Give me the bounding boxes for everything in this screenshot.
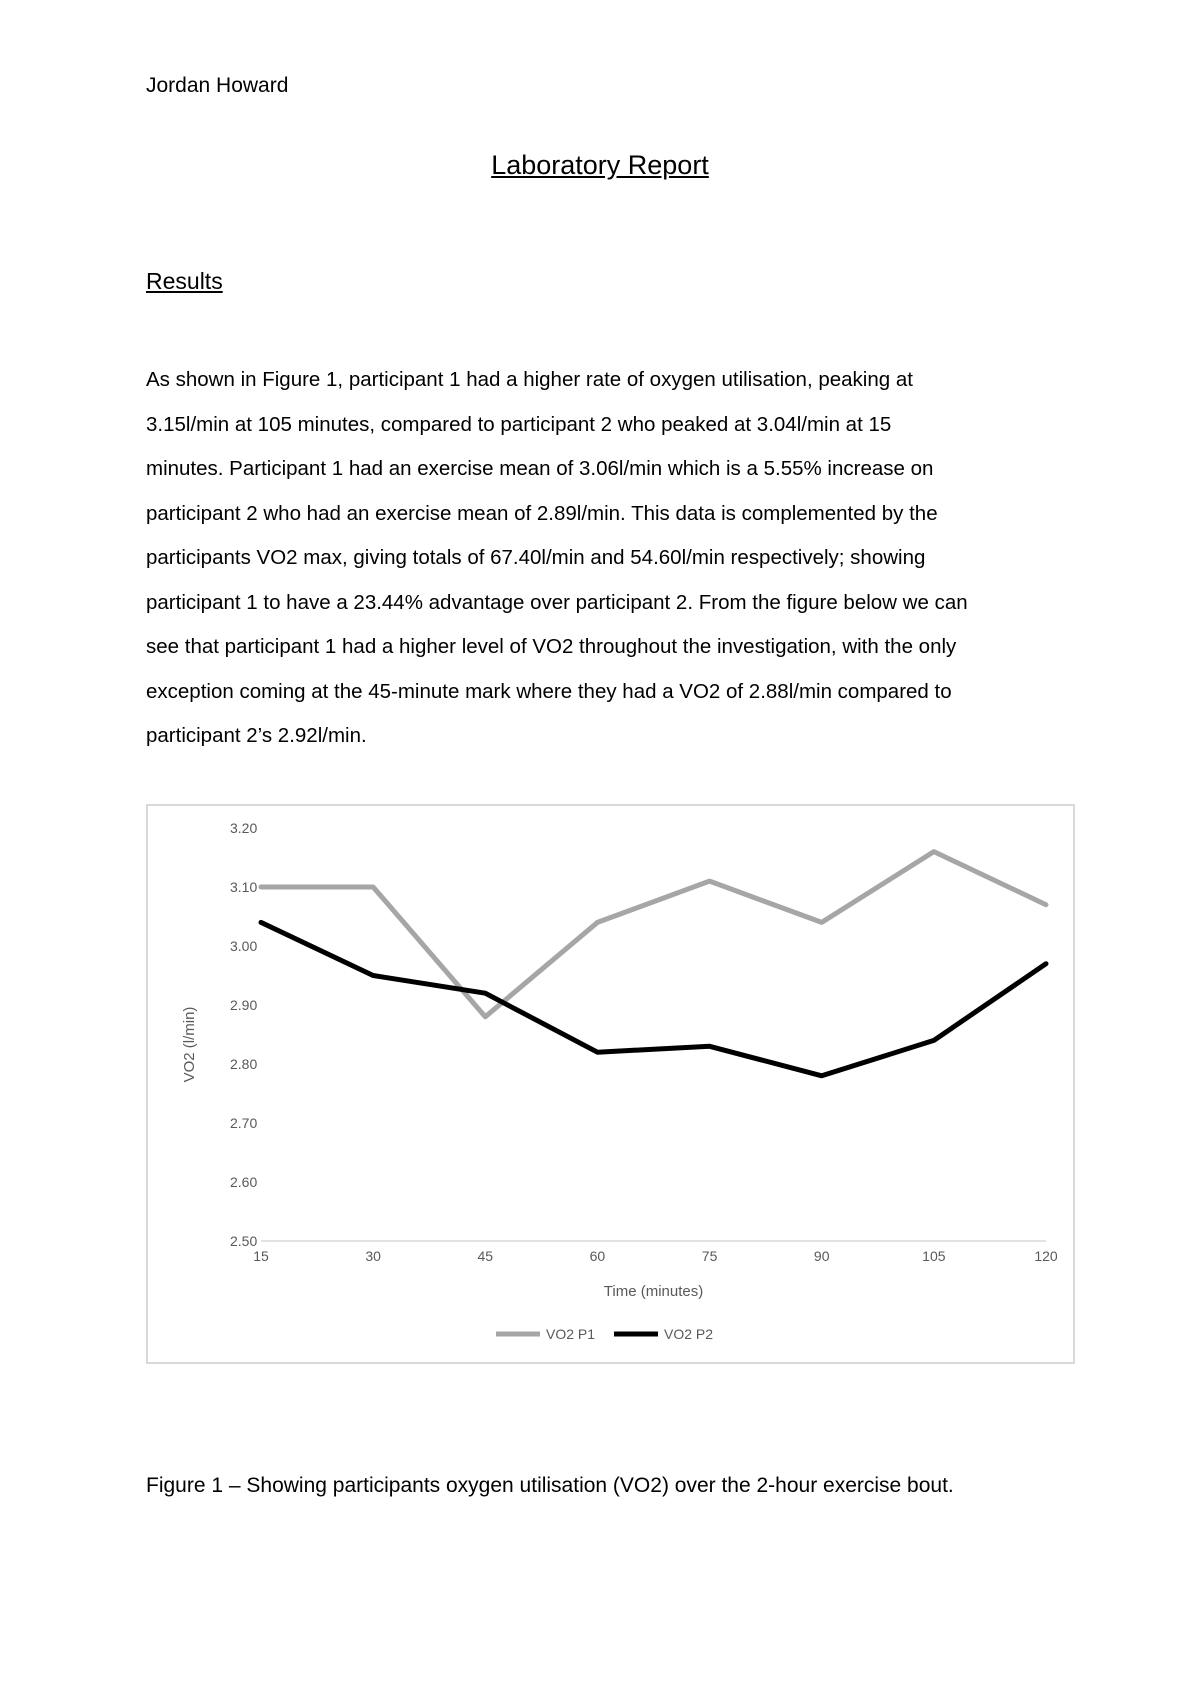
data-point-p2 bbox=[821, 1075, 822, 1076]
data-point-p1 bbox=[821, 922, 822, 923]
x-tick-label: 30 bbox=[365, 1248, 381, 1264]
data-point-p1 bbox=[597, 922, 598, 923]
y-axis-title: VO2 (l/min) bbox=[181, 1006, 198, 1083]
series-line-p2 bbox=[261, 922, 1046, 1075]
x-tick-label: 45 bbox=[477, 1248, 494, 1264]
x-tick-label: 120 bbox=[1034, 1248, 1058, 1264]
data-point-p2 bbox=[373, 975, 374, 976]
data-point-p1 bbox=[373, 887, 374, 888]
y-tick-label: 3.10 bbox=[230, 879, 258, 895]
legend-label-p2: VO2 P2 bbox=[664, 1326, 714, 1342]
y-tick-label: 2.50 bbox=[230, 1233, 258, 1249]
x-tick-label: 60 bbox=[589, 1248, 606, 1264]
paragraph-line: participant 1 to have a 23.44% advantage over participant 2. From the figure below we can bbox=[146, 590, 968, 614]
paragraph-line: see that participant 1 had a higher level of VO2 throughout the investigation, with the only bbox=[146, 635, 957, 658]
report-title: Laboratory Report bbox=[491, 150, 709, 180]
y-tick-label: 2.60 bbox=[230, 1174, 258, 1190]
x-axis-title: Time (minutes) bbox=[603, 1283, 704, 1300]
section-heading-results: Results bbox=[146, 268, 223, 294]
figure-caption: Figure 1 – Showing participants oxygen utilisation (VO2) over the 2-hour exercise bout. bbox=[146, 1474, 954, 1497]
author-name: Jordan Howard bbox=[146, 74, 289, 97]
data-point-p1 bbox=[261, 887, 262, 888]
data-point-p2 bbox=[709, 1046, 710, 1047]
y-tick-label: 3.20 bbox=[230, 820, 258, 836]
data-point-p2 bbox=[261, 922, 262, 923]
data-point-p1 bbox=[485, 1016, 486, 1017]
x-tick-label: 15 bbox=[253, 1248, 269, 1264]
data-point-p1 bbox=[709, 881, 710, 882]
data-point-p1 bbox=[1046, 904, 1047, 905]
paragraph-line: minutes. Participant 1 had an exercise mean of 3.06l/min which is a 5.55% increase on bbox=[146, 457, 934, 480]
y-tick-label: 2.80 bbox=[230, 1056, 258, 1072]
line-chart bbox=[148, 806, 1077, 1366]
paragraph-line: exception coming at the 45-minute mark where they had a VO2 of 2.88l/min compared to bbox=[146, 679, 952, 703]
y-tick-label: 2.90 bbox=[230, 997, 258, 1013]
legend-label-p1: VO2 P1 bbox=[546, 1326, 596, 1342]
figure-1-chart bbox=[146, 804, 1075, 1364]
x-tick-label: 90 bbox=[813, 1248, 830, 1264]
y-tick-label: 2.70 bbox=[230, 1115, 258, 1131]
paragraph-line: participants VO2 max, giving totals of 67.40l/min and 54.60l/min respectively; showing bbox=[146, 546, 926, 569]
data-point-p2 bbox=[485, 993, 486, 994]
paragraph-line: participant 2’s 2.92l/min. bbox=[146, 724, 367, 747]
paragraph-line: participant 2 who had an exercise mean of 2.89l/min. This data is complemented by the bbox=[146, 501, 938, 525]
results-paragraph bbox=[146, 358, 1066, 759]
x-tick-label: 75 bbox=[701, 1248, 718, 1264]
data-point-p1 bbox=[933, 851, 934, 852]
data-point-p2 bbox=[1046, 963, 1047, 964]
y-tick-label: 3.00 bbox=[230, 938, 258, 954]
data-point-p2 bbox=[933, 1040, 934, 1041]
data-point-p2 bbox=[597, 1052, 598, 1053]
paragraph-line: As shown in Figure 1, participant 1 had a higher rate of oxygen utilisation, peaking at bbox=[146, 368, 913, 391]
x-tick-label: 105 bbox=[922, 1248, 946, 1264]
series-line-p1 bbox=[261, 852, 1046, 1017]
paragraph-line: 3.15l/min at 105 minutes, compared to participant 2 who peaked at 3.04l/min at 15 bbox=[146, 412, 892, 436]
